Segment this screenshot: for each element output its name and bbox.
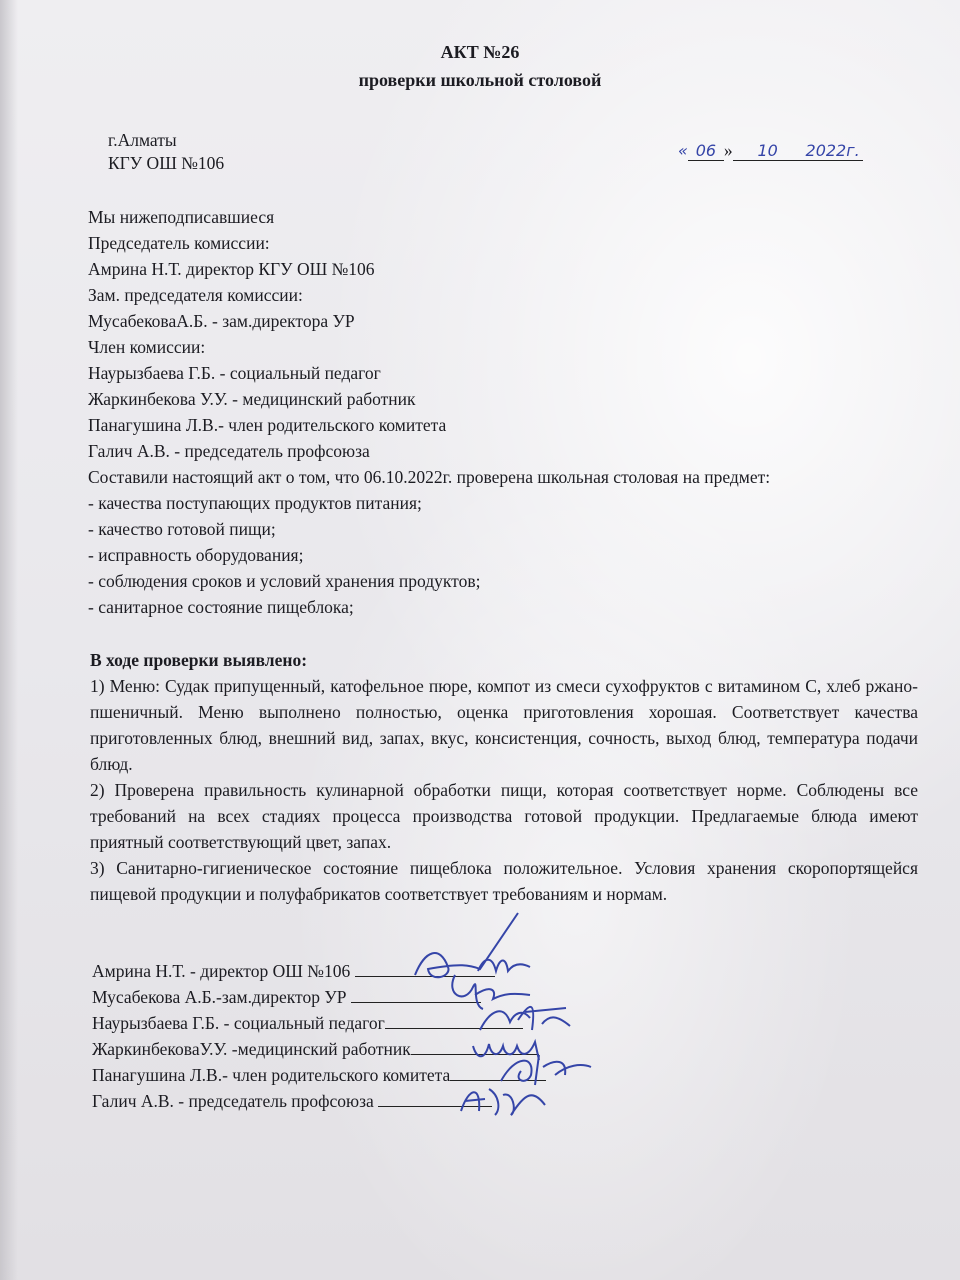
signatory-2: Мусабекова А.Б.-зам.директор УР [92,987,347,1007]
finding-1: 1) Меню: Судак припущенный, катофельное пюре, компот из смеси сухофруктов с витамином С, хлеб ржано-пшеничный. Меню выполнено полностью, оценка приготовления хорошая. Соответствует качества приготовленных блюд, внешний вид, запах, вкус, консистенция, сочность, выход блюд, температура подачи блюд. [90,676,918,774]
signatory-3: Наурызбаева Г.Б. - социальный педагог [92,1013,385,1033]
deputy-name: МусабековаА.Б. - зам.директора УР [88,311,355,331]
signatory-4: ЖаркинбековаУ.У. -медицинский работник [92,1039,411,1059]
chair-heading: Председатель комиссии: [88,233,270,253]
check-item-2: - качество готовой пищи; [88,519,276,539]
member-4: Галич А.В. - председатель профсоюза [88,441,370,461]
deputy-heading: Зам. председателя комиссии: [88,285,303,305]
act-statement: Составили настоящий акт о том, что 06.10.2022г. проверена школьная столовая на предмет: [88,467,771,487]
findings-heading: В ходе проверки выявлено: [90,650,308,670]
document-title: АКТ №26 [440,42,520,62]
date-day: 06 [688,141,724,161]
date-close-quote: » [723,140,733,160]
member-2: Жаркинбекова У.У. - медицинский работник [88,389,416,409]
member-3: Панагушина Л.В.- член родительского комитета [88,415,447,435]
finding-3: 3) Санитарно-гигиеническое состояние пищеблока положительное. Условия хранения скоропортящейся пищевой продукции и полуфабрикатов соответствует требованиям и нормам. [90,858,918,904]
signature-line-6 [92,1091,492,1112]
intro-line: Мы нижеподписавшиеся [88,207,275,227]
signatory-6: Галич А.В. - председатель профсоюза [92,1091,374,1111]
signatory-5: Панагушина Л.В.- член родительского комитета [92,1065,451,1085]
date-open-quote: « [678,141,688,160]
check-item-1: - качества поступающих продуктов питания; [88,493,422,513]
date-month: 10 [733,141,803,161]
date-year: 2022г. [803,141,863,161]
city: г.Алматы [108,130,177,150]
signatory-1: Амрина Н.Т. - директор ОШ №106 [92,961,351,981]
signature-line-3 [92,1013,523,1034]
signature-6-scribble [455,1075,555,1125]
finding-2: 2) Проверена правильность кулинарной обработки пищи, которая соответствует норме. Соблюдены все требований на всех стадиях процесса производства готовой продукции. Предлагаемые блюда имеют приятный соответствующий цвет, запах. [90,780,918,852]
member-heading: Член комиссии: [88,337,206,357]
check-item-4: - соблюдения сроков и условий хранения продуктов; [88,571,481,591]
organization: КГУ ОШ №106 [108,153,225,173]
chair-name: Амрина Н.Т. директор КГУ ОШ №106 [88,259,375,279]
member-1: Наурызбаева Г.Б. - социальный педагог [88,363,381,383]
document-subtitle: проверки школьной столовой [358,70,602,90]
check-item-5: - санитарное состояние пищеблока; [88,597,354,617]
check-item-3: - исправность оборудования; [88,545,304,565]
date-field [678,140,863,161]
